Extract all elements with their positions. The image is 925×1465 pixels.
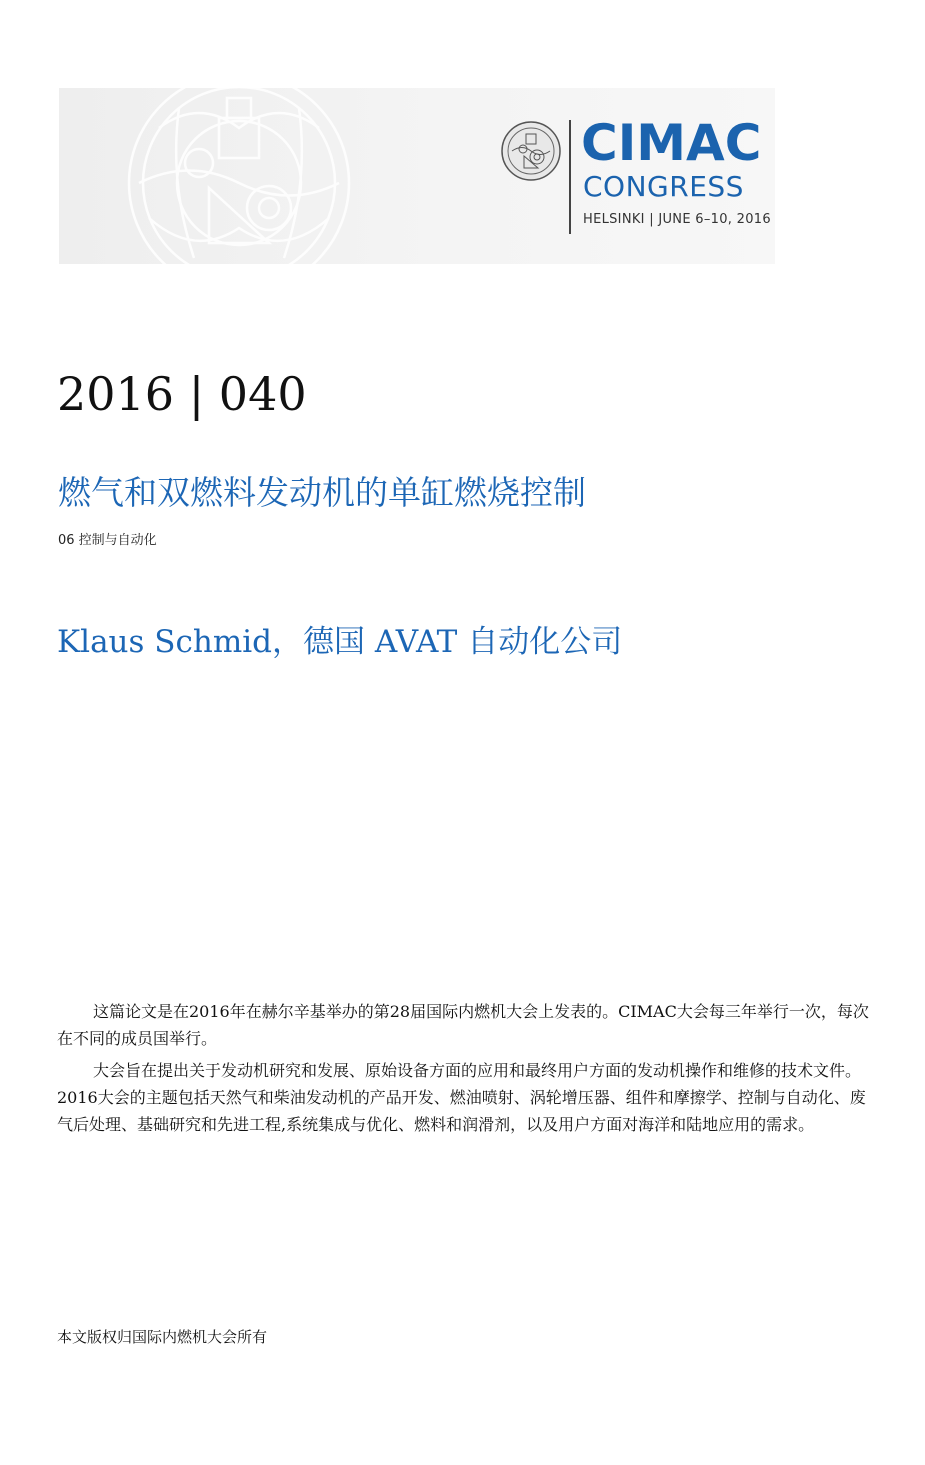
intro-paragraph: 大会旨在提出关于发动机研究和发展、原始设备方面的应用和最终用户方面的发动机操作和维修的技术文件。2016大会的主题包括天然气和柴油发动机的产品开发、燃油喷射、涡轮增压器、组件和摩擦学、控制与自动化、废气后处理、基础研究和先进工程,系统集成与优化、燃料和润滑剂，以及用户方面对海洋和陆地应用的需求。 <box>57 1061 866 1134</box>
paper-topic: 06 控制与自动化 <box>58 533 157 548</box>
cimac-logo-text: CIMAC <box>581 114 762 172</box>
paper-author: Klaus Schmid，德国 AVAT 自动化公司 <box>57 624 623 660</box>
paper-title: 燃气和双燃料发动机的单缸燃烧控制 <box>58 473 586 512</box>
copyright-notice: 本文版权归国际内燃机大会所有 <box>57 1328 268 1346</box>
intro-paragraph: 这篇论文是在2016年在赫尔辛基举办的第28届国际内燃机大会上发表的。CIMAC大会每三年举行一次，每次在不同的成员国举行。 <box>57 1002 869 1048</box>
congress-logo-text: CONGRESS <box>583 170 744 203</box>
logo-divider <box>569 120 571 234</box>
header-banner <box>59 88 775 264</box>
engine-emblem-watermark <box>99 88 379 264</box>
congress-location-date: HELSINKI | JUNE 6–10, 2016 <box>583 212 771 227</box>
cimac-seal-logo <box>500 120 562 182</box>
intro-section <box>57 998 869 1143</box>
paper-number: 2016 | 040 <box>57 367 307 421</box>
